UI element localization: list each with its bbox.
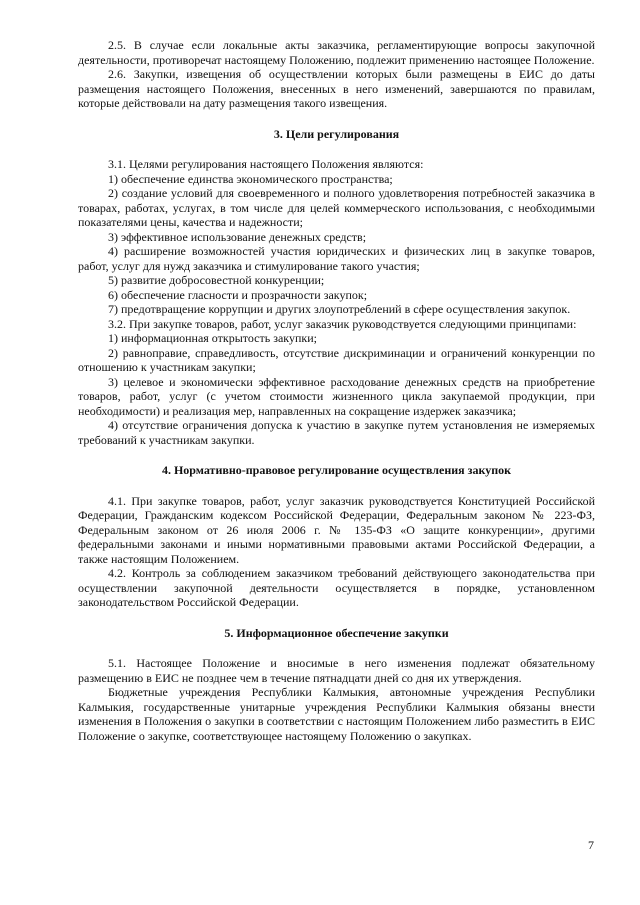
paragraph-5-1-cont: Бюджетные учреждения Республики Калмыкия, автономные учреждения Республики Калмыкия, государственные унитарные учреждения Республики Калмыкия обязаны внести изменения в Положения о закупки в соответствии с настоящим Положением либо разместить в ЕИС Положение о закупке, соответствующее настоящему Положению о закупках. [78,685,595,743]
section-5-heading: 5. Информационное обеспечение закупки [224,625,449,640]
section-3-heading: 3. Цели регулирования [273,126,400,141]
goal-item-4: 4) расширение возможностей участия юридических и физических лиц в закупке товаров, работ, услуг для нужд заказчика и стимулирование такого участия; [78,244,595,273]
goal-item-6: 6) обеспечение гласности и прозрачности закупок; [108,287,368,302]
paragraph-3-2: 3.2. При закупке товаров, работ, услуг заказчик руководствуется следующими принципами: [108,316,577,331]
principle-item-2: 2) равноправие, справедливость, отсутствие дискриминации и ограничений конкуренции по отношению к участникам закупки; [78,345,595,374]
goal-item-3: 3) эффективное использование денежных средств; [108,229,367,244]
paragraph-4-1: 4.1. При закупке товаров, работ, услуг заказчик руководствуется Конституцией Российской Федерации, Гражданским кодексом Российской Федерации, Федеральным законом № 223-ФЗ, Федеральным законом от 26 июля 2006 г. № 135-ФЗ «О защите конкуренции», другими федеральными законами и иными нормативными правовыми актами Российской Федерации, а также настоящим Положением. [78,493,595,566]
goal-item-7: 7) предотвращение коррупции и других злоупотреблений в сфере осуществления закупок. [108,302,571,316]
paragraph-5-1: 5.1. Настоящее Положение и вносимые в него изменения подлежат обязательному размещению в ЕИС не позднее чем в течение пятнадцати дней со дня их утверждения. [78,656,595,685]
section-4-heading: 4. Нормативно-правовое регулирование осуществления закупок [161,463,512,477]
paragraph-2-6: 2.6. Закупки, извещения об осуществлении которых были размещены в ЕИС до даты размещения настоящего Положения, внесенных в него изменений, завершаются по правилам, которые действовали на дату размещения такого извещения. [78,67,595,110]
paragraph-2-5: 2.5. В случае если локальные акты заказчика, регламентирующие вопросы закупочной деятельности, противоречат настоящему Положению, подлежит применению настоящее Положение. [78,38,595,67]
page-number: 7 [588,838,594,852]
paragraph-3-1: 3.1. Целями регулирования настоящего Положения являются: [108,157,424,171]
goal-item-2: 2) создание условий для своевременного и полного удовлетворения потребностей заказчика в товарах, работах, услугах, в том числе для целей коммерческого использования, с необходимыми показателями цены, качества и надежности; [78,186,595,229]
goal-item-5: 5) развитие добросовестной конкуренции; [108,273,325,287]
principle-item-1: 1) информационная открытость закупки; [108,331,317,345]
principle-item-4: 4) отсутствие ограничения допуска к участию в закупке путем установления не измеряемых требований к участникам закупки. [78,418,595,447]
goal-item-1: 1) обеспечение единства экономического пространства; [108,171,393,186]
principle-item-3: 3) целевое и экономически эффективное расходование денежных средств на приобретение товаров, работ, услуг (с учетом стоимости жизненного цикла закупаемой продукции, при необходимости) и реализация мер, направленных на сокращение издержек заказчика; [78,374,595,418]
paragraph-4-2: 4.2. Контроль за соблюдением заказчиком требований действующего законодательства при осуществлении закупочной деятельности осуществляется в порядке, установленном законодательством Российской Федерации. [78,566,595,609]
